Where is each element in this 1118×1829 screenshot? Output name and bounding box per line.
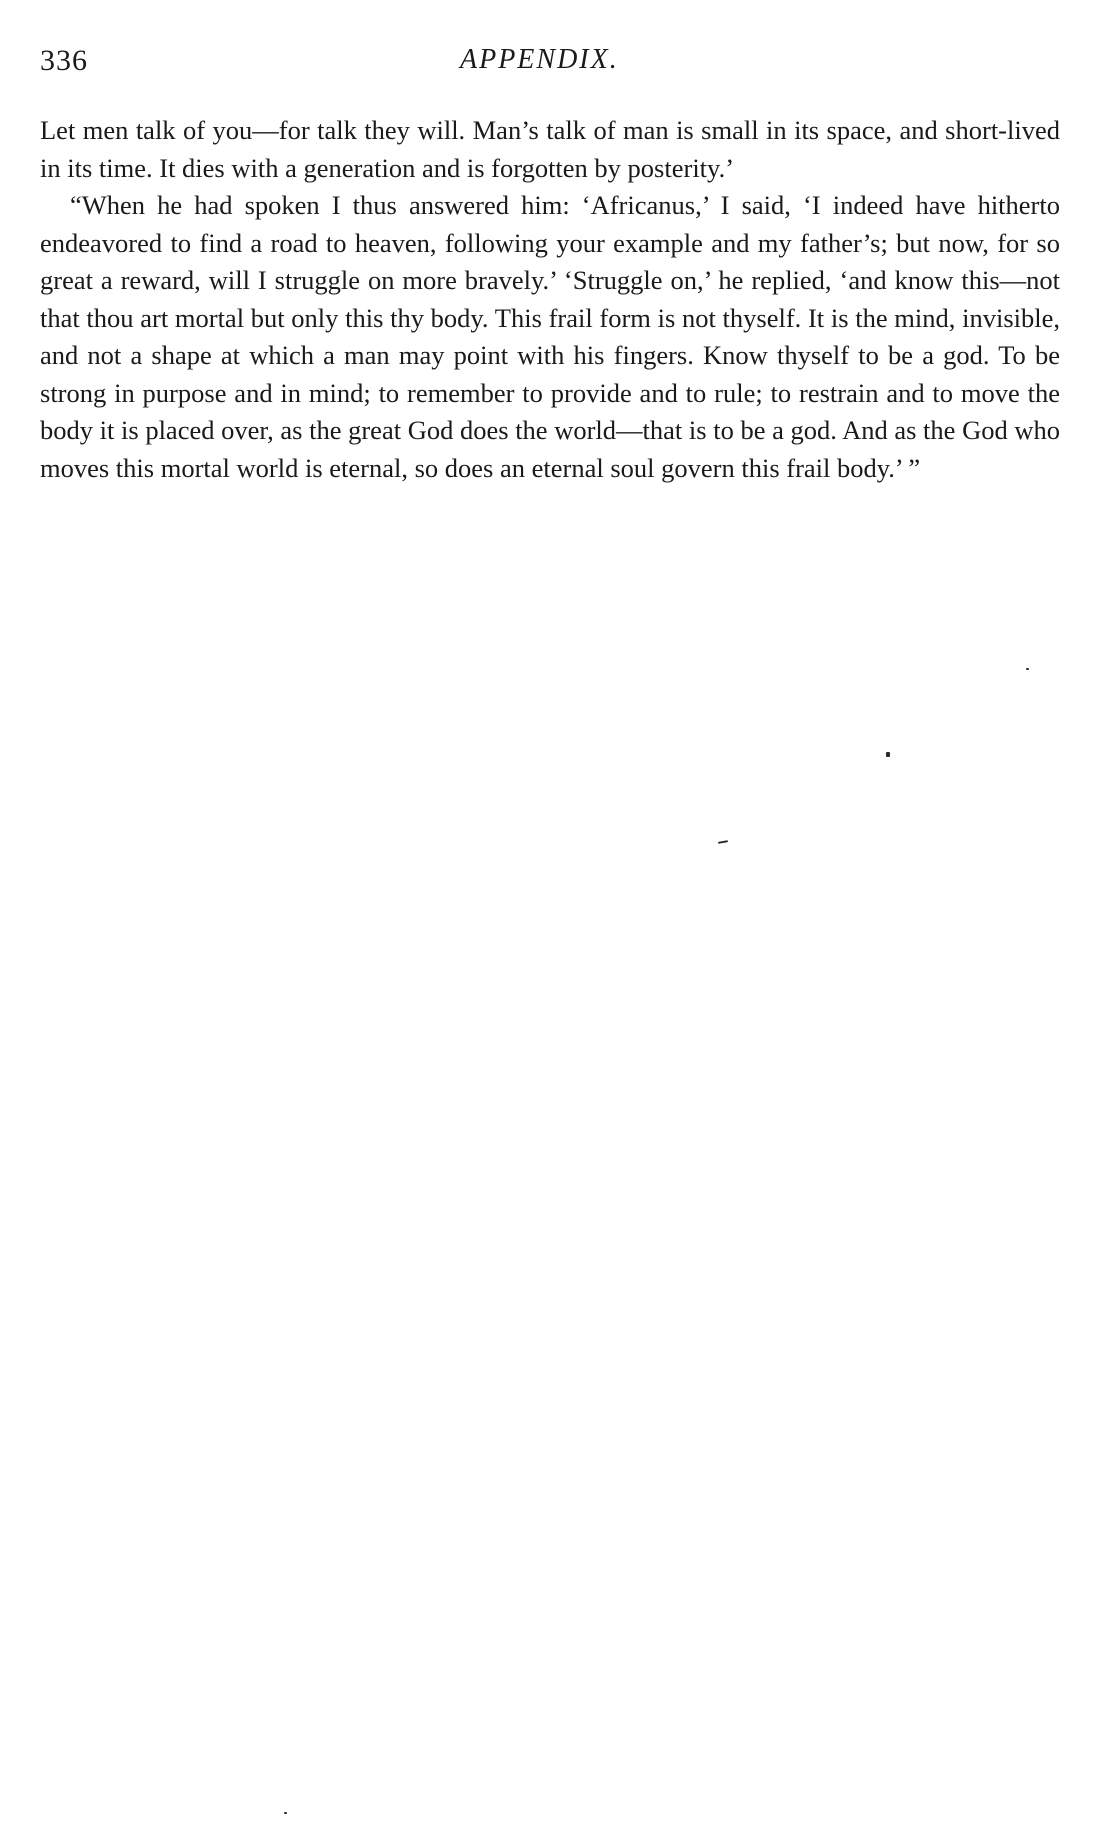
paragraph-2: “When he had spoken I thus answered him: ‘Africanus,’ I said, ‘I indeed have hitherto endeavored to find a road to heaven, following your example and my father’s; but now, for so great a reward, will I struggle on more bravely.’ ‘Struggle on,’ he replied, ‘and know this—not that thou art mortal but only this thy body. This frail form is not thyself. It is the mind, invisible, and not a shape at which a man may point with his fingers. Know thyself to be a god. To be strong in purpose and in mind; to remember to provide and to rule; to restrain and to move the body it is placed over, as the great God does the world—that is to be a god. And as the God who moves this mortal world is eternal, so does an eternal soul govern this frail body.’ ” [40, 190, 1060, 483]
page-number: 336 [40, 44, 88, 77]
scan-speck [284, 1812, 287, 1814]
page-header [40, 40, 1060, 90]
paragraph-1: Let men talk of you—for talk they will. Man’s talk of man is small in its space, and short-lived in its time. It dies with a generation and is forgotten by posterity.’ [40, 115, 1060, 183]
scan-speck [886, 752, 890, 757]
scan-speck [1026, 668, 1029, 670]
running-head: APPENDIX. [460, 44, 619, 75]
scan-speck [718, 840, 728, 844]
body-text [40, 112, 1060, 487]
